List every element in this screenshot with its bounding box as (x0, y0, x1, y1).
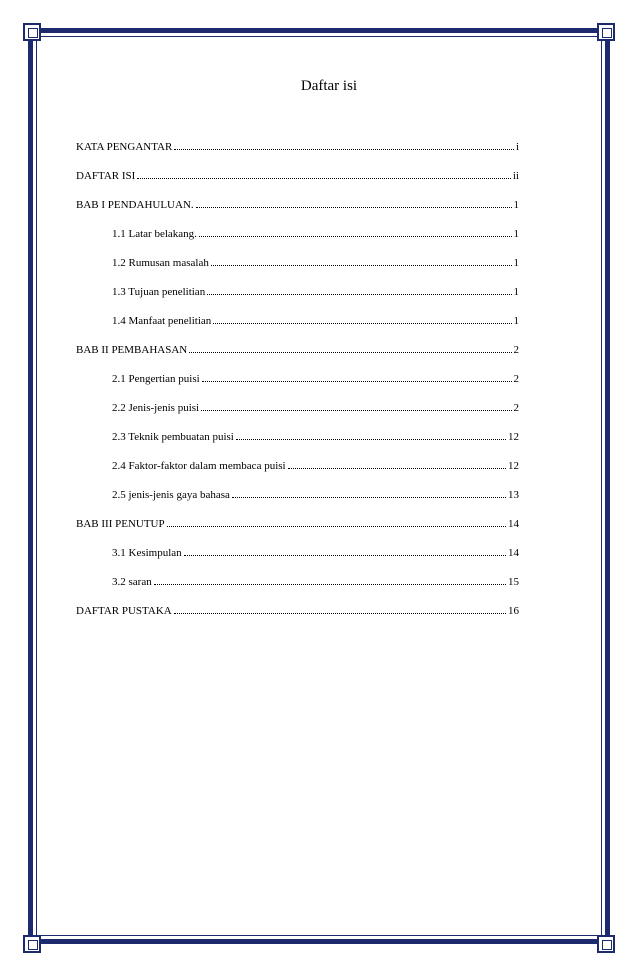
toc-dot-leader (174, 604, 506, 614)
toc-subentry (112, 459, 519, 475)
toc-dot-leader (199, 227, 512, 237)
toc-entry-page-number: 16 (508, 605, 519, 617)
toc-entry-label: BAB II PEMBAHASAN (76, 344, 188, 356)
toc-entry-label: 3.1 Kesimpulan (112, 547, 182, 559)
toc-entry-label: 1.4 Manfaat penelitian (112, 315, 212, 327)
toc-dot-leader (211, 256, 512, 266)
toc-entry-page-number: 1 (513, 199, 519, 211)
toc-subentry (112, 227, 519, 243)
toc-entry-label: 2.5 jenis-jenis gaya bahasa (112, 489, 230, 501)
toc-subentry (112, 546, 519, 562)
toc-dot-leader (288, 459, 506, 469)
toc-subentry (112, 488, 519, 504)
toc-entry-page-number: 1 (513, 228, 519, 240)
toc-entry-label: 3.2 saran (112, 576, 152, 588)
toc-dot-leader (154, 575, 506, 585)
toc-dot-leader (201, 401, 511, 411)
toc-entry-page-number: ii (512, 170, 519, 182)
toc-entry-page-number: 2 (513, 402, 519, 414)
toc-entry-page-number: 1 (513, 315, 519, 327)
toc-subentry (112, 285, 519, 301)
toc-entry (76, 140, 519, 156)
corner-ornament-top-left (23, 23, 41, 41)
toc-entry-label: 2.2 Jenis-jenis puisi (112, 402, 200, 414)
toc-dot-leader (207, 285, 511, 295)
toc-subentry (112, 401, 519, 417)
toc-entry-label: DAFTAR ISI (76, 170, 136, 182)
toc-entry-label: BAB I PENDAHULUAN. (76, 199, 194, 211)
toc-dot-leader (236, 430, 506, 440)
toc-dot-leader (184, 546, 506, 556)
toc-entry-label: 1.1 Latar belakang. (112, 228, 197, 240)
page-title: Daftar isi (300, 78, 358, 94)
toc-entry-page-number: 14 (508, 518, 519, 530)
toc-entry (76, 198, 519, 214)
toc-entry (76, 169, 519, 185)
toc-subentry (112, 256, 519, 272)
toc-dot-leader (202, 372, 512, 382)
toc-entry-label: 1.2 Rumusan masalah (112, 257, 209, 269)
toc-dot-leader (196, 198, 512, 208)
toc-entry-label: 2.4 Faktor-faktor dalam membaca puisi (112, 460, 286, 472)
toc-subentry (112, 575, 519, 591)
toc-entry-page-number: 13 (508, 489, 519, 501)
corner-ornament-bottom-left (23, 935, 41, 953)
toc-entry-label: KATA PENGANTAR (76, 141, 173, 153)
toc-subentry (112, 314, 519, 330)
toc-entry-page-number: 14 (508, 547, 519, 559)
toc-entry-page-number: 15 (508, 576, 519, 588)
toc-entry-label: DAFTAR PUSTAKA (76, 605, 172, 617)
toc-dot-leader (174, 140, 514, 150)
toc-entry-label: 2.3 Teknik pembuatan puisi (112, 431, 234, 443)
corner-ornament-bottom-right (597, 935, 615, 953)
toc-entry (76, 604, 519, 620)
toc-entry (76, 343, 519, 359)
toc-dot-leader (189, 343, 511, 353)
toc-dot-leader (213, 314, 511, 324)
toc-entry-label: BAB III PENUTUP (76, 518, 165, 530)
toc-entry-page-number: 12 (508, 431, 519, 443)
toc-dot-leader (167, 517, 506, 527)
toc-dot-leader (232, 488, 506, 498)
toc-entry-page-number: 1 (513, 257, 519, 269)
toc-entry-page-number: i (515, 141, 519, 153)
toc-entry-label: 1.3 Tujuan penelitian (112, 286, 206, 298)
toc-entry (76, 517, 519, 533)
corner-ornament-top-right (597, 23, 615, 41)
toc-dot-leader (137, 169, 511, 179)
toc-entry-page-number: 2 (513, 373, 519, 385)
toc-subentry (112, 372, 519, 388)
toc-entry-page-number: 2 (513, 344, 519, 356)
toc-entry-page-number: 1 (513, 286, 519, 298)
toc-entry-label: 2.1 Pengertian puisi (112, 373, 200, 385)
toc-entry-page-number: 12 (508, 460, 519, 472)
toc-subentry (112, 430, 519, 446)
